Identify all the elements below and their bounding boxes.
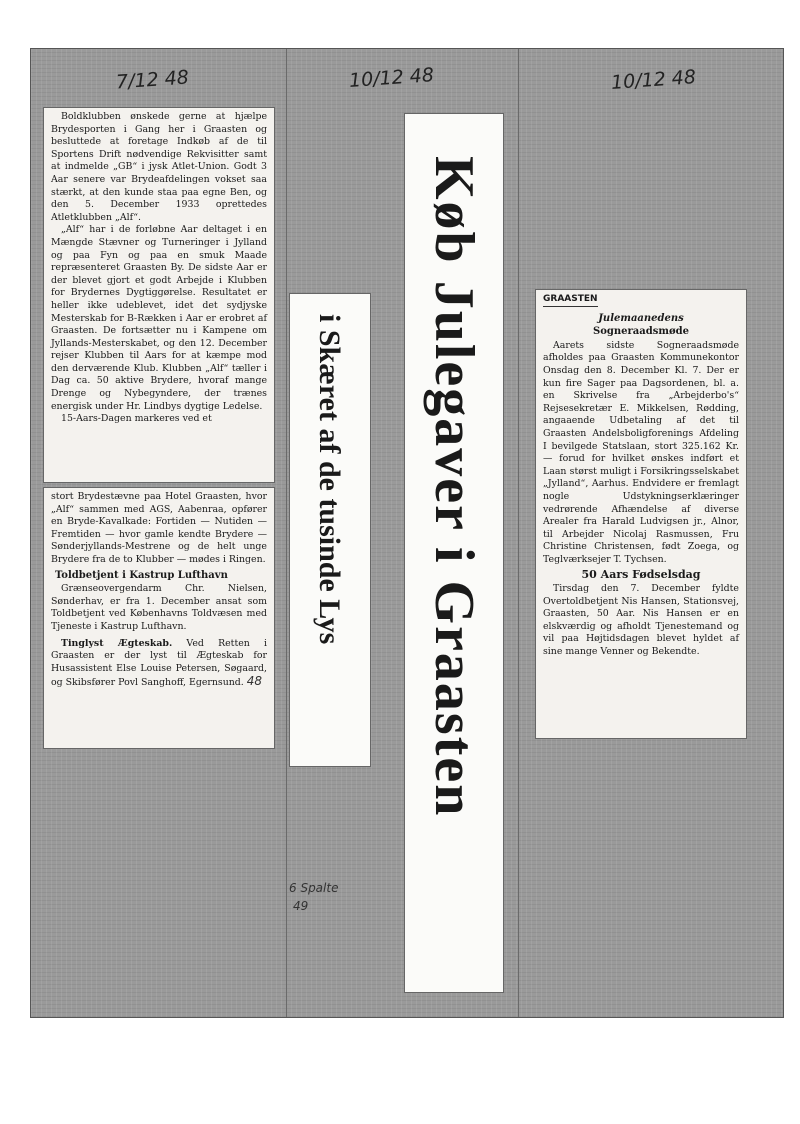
customs-heading: Toldbetjent i Kastrup Lufthavn [55, 569, 228, 581]
article-paragraph: stort Brydestævne paa Hotel Graasten, hvor „Alf“ sammen med AGS, Aabenraa, opfører en Bryde-Kavalkade: Fortiden — Nutiden — Fremtiden — hvor gamle kendte Brydere — Sønderjyllands-Mestrene og de helt unge Brydere fra de to Klubber — mødes i Ringen. [51, 491, 267, 565]
pencil-note: 6 Spalte [289, 881, 339, 895]
article-paragraph: „Alf“ har i de forløbne Aar deltaget i en Mængde Stævner og Turneringer i Jylland og paa Fyn og paa en smuk Maade repræsenteret Graasten By. De sidste Aar er der blevet gjort et godt Arbejde i Klubben for Brydernes Dygtiggørelse. Resultatet er heller ikke udeblevet, idet det sydjyske Mesterskab for B-Rækken i Aar er erobret af Graasten. De fortsætter nu i Kampene om Jyllands-Mesterskabet, og den 12. December rejser Klubben til Aars for at kæmpe mod den derværende Klub. Klubben „Alf“ tæller i Dag ca. 50 aktive Brydere, hvoraf mange Drenge og Nybegyndere, der trænes energisk under Hr. Lindbys dygtige Ledelse. [51, 224, 267, 412]
article-paragraph: 15-Aars-Dagen markeres ved et [61, 413, 212, 425]
subline-text: i Skæret af de tusinde Lys [313, 314, 346, 645]
panel-divider [286, 49, 287, 1017]
headline-strip [404, 113, 504, 993]
marriage-label: Tinglyst Ægteskab. [61, 637, 173, 649]
headline-text: Køb Julegaver i Graasten [423, 156, 485, 818]
customs-text: Grænseovergendarm Chr. Nielsen, Sønderhav, er fra 1. December ansat som Toldbetjent ved Københavns Toldvæsen med Tjeneste i Kastrup Lufthavn. [51, 583, 267, 632]
article-heading-2: Sogneraadsmøde [593, 326, 689, 338]
right-article-clipping [535, 289, 747, 739]
article-paragraph: Boldklubben ønskede gerne at hjælpe Brydesporten i Gang her i Graasten og besluttede at foretage Indkøb af de til Sportens Drift nødvendige Rekvisitter samt at indmelde „GB“ i jysk Atlet-Union. Godt 3 Aar senere var Brydeafdelingen vokset saa stærkt, at den kunde staa paa egne Ben, og den 5. December 1933 oprettedes Atletklubben „Alf“. [51, 111, 267, 223]
handwritten-mark: 48 [246, 674, 263, 689]
archive-sheet [30, 48, 784, 1018]
section-tag: GRAASTEN [543, 293, 598, 307]
article-body: Aarets sidste Sogneraadsmøde afholdes paa Graasten Kommunekontor Onsdag den 8. December Kl. 7. Der er kun fire Sager paa Dagsordenen, bl. a. en Skrivelse fra „Arbejderbo's“ Rejsesekretær E. Mikkelsen, Rødding, angaaende Udbetaling af det til Graasten Andelsboligforenings Afdeling I bevilgede Statslaan, stort 325.162 Kr. — forud for hvilket ønskes indført et Laan størst muligt i Forsikringsselskabet „Jylland“, Aarhus. Endvidere er fremlagt nogle Udstykningserklæringer vedrørende Afhændelse af diverse Arealer fra Harald Ludvigsen jr., Alnor, til Arbejder Nicolaj Rasmussen, Fru Christine Christensen, født Zoega, og Teglværksejer T. Tychsen. [543, 339, 739, 565]
panel-divider [518, 49, 519, 1017]
marriage-notice [51, 638, 267, 690]
birthday-text: Tirsdag den 7. December fyldte Overtoldbetjent Nis Hansen, Stationsvej, Graasten, 50 Aar. Nis Hansen er en elskværdig og afholdt Tjenestemand og vil paa Højtidsdagen blevet hyldet af sine mange Venner og Bekendte. [543, 583, 739, 658]
birthday-heading: 50 Aars Fødselsdag [581, 568, 701, 582]
date-left: 7/12 48 [115, 66, 190, 94]
left-article-clipping [43, 107, 275, 483]
subline-strip [289, 293, 371, 767]
left-lower-clipping [43, 487, 275, 749]
date-middle: 10/12 48 [348, 64, 435, 92]
date-right: 10/12 48 [610, 66, 697, 94]
pencil-note-number: 49 [293, 899, 309, 913]
marriage-text: Ved Retten i Graasten er der lyst til Ægteskab for Husassistent Else Louise Petersen, Søgaard, og Skibsfører Povl Sanghoff, Egernsund. [51, 637, 267, 689]
article-heading: Julemaanedens [598, 312, 684, 324]
